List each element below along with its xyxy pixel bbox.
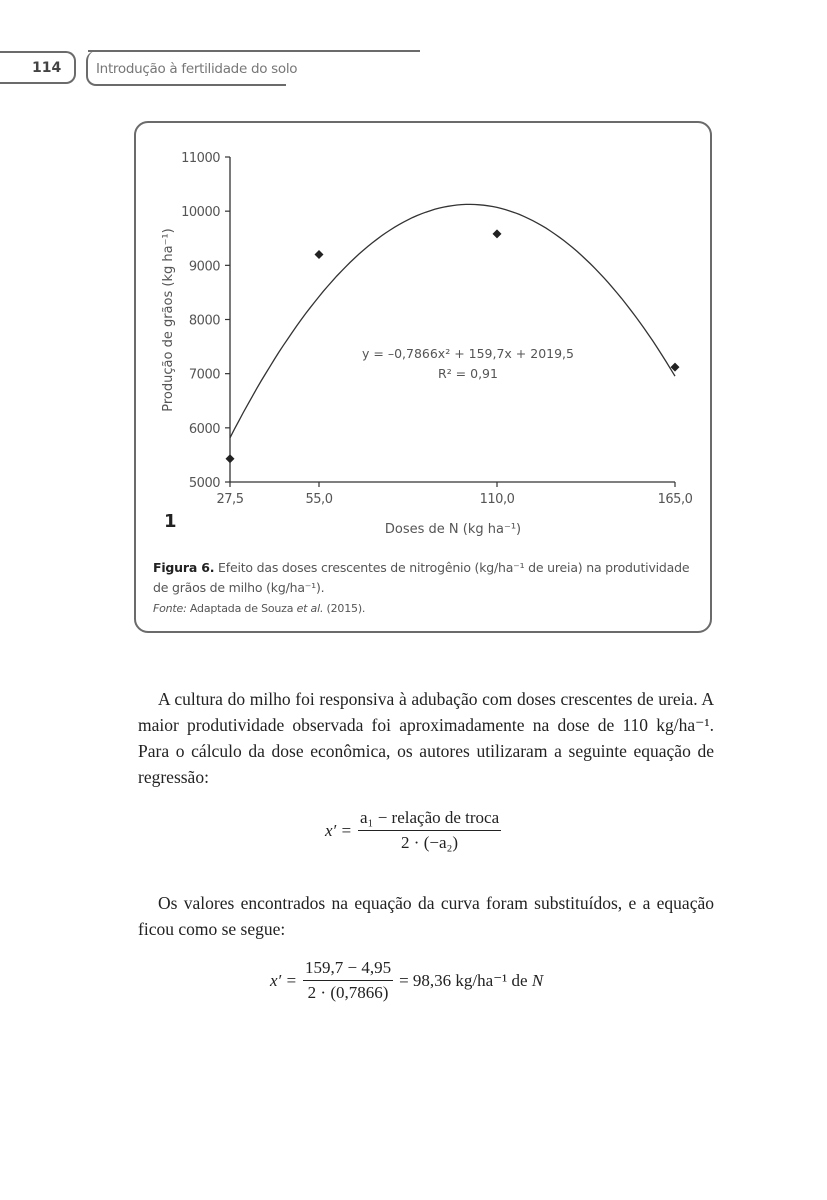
- caption-text: Efeito das doses crescentes de nitrogênio (kg/ha⁻¹ de ureia) na produtividade de grãos de milho (kg/ha⁻¹).: [153, 560, 690, 595]
- svg-text:9000: 9000: [188, 259, 220, 275]
- equation-1-lhs: x′ =: [325, 820, 352, 840]
- equation-2-lhs: x′ =: [270, 970, 297, 990]
- chart-ticks: [181, 151, 692, 507]
- equation-2-result: = 98,36 kg/ha⁻¹ de: [399, 970, 528, 990]
- paragraph-2: [138, 890, 714, 942]
- svg-text:110,0: 110,0: [479, 492, 515, 507]
- svg-text:8000: 8000: [188, 313, 220, 329]
- svg-text:27,5: 27,5: [216, 492, 244, 507]
- equation-2-variable: N: [531, 970, 544, 990]
- paragraph-2-text: Os valores encontrados na equação da curva foram substituídos, e a equação ficou como se segue:: [138, 893, 714, 939]
- svg-text:165,0: 165,0: [657, 492, 693, 507]
- paragraph-1-text: A cultura do milho foi responsiva à adubação com doses crescentes de ureia. A maior produtividade observada foi aproximadamente na dose de 110 kg/ha⁻¹. Para o cálculo da dose econômica, os autores utilizaram a seguinte equação de regressão:: [138, 689, 714, 787]
- regression-equation: y = –0,7866x² + 159,7x + 2019,5: [362, 346, 574, 361]
- figure-caption: [153, 558, 703, 598]
- running-title: Introdução à fertilidade do solo: [96, 61, 298, 77]
- equation-1-denominator: 2 · (−a₂): [401, 833, 459, 852]
- equation-2-numerator: 159,7 − 4,95: [303, 958, 393, 981]
- panel-label: 1: [164, 511, 177, 532]
- r-squared: R² = 0,91: [438, 366, 498, 381]
- page-number: 114: [32, 60, 62, 76]
- caption-label: Figura 6.: [153, 560, 215, 575]
- svg-text:7000: 7000: [188, 367, 220, 383]
- svg-text:10000: 10000: [181, 205, 220, 221]
- svg-text:5000: 5000: [188, 476, 220, 491]
- source-year: (2015).: [323, 602, 366, 615]
- paragraph-1: [138, 686, 714, 790]
- source-etal: et al.: [296, 602, 324, 615]
- equation-2-fraction: [303, 958, 393, 1003]
- source-label: Fonte:: [153, 602, 187, 615]
- equation-1-numerator: a₁ − relação de troca: [358, 808, 501, 831]
- y-axis-label: Produção de grãos (kg ha⁻¹): [161, 228, 176, 412]
- regression-curve: [230, 204, 675, 437]
- x-axis-label: Doses de N (kg ha⁻¹): [384, 522, 522, 537]
- svg-text:55,0: 55,0: [305, 492, 333, 507]
- source-text: Adaptada de Souza: [186, 602, 297, 615]
- svg-text:11000: 11000: [181, 151, 220, 166]
- svg-text:6000: 6000: [188, 421, 220, 437]
- equation-dose-economica: [325, 808, 507, 853]
- equation-1-fraction: [358, 808, 501, 853]
- equation-substituted: [270, 958, 543, 1003]
- equation-2-denominator: 2 · (0,7866): [307, 983, 389, 1002]
- figure-source: [153, 602, 365, 615]
